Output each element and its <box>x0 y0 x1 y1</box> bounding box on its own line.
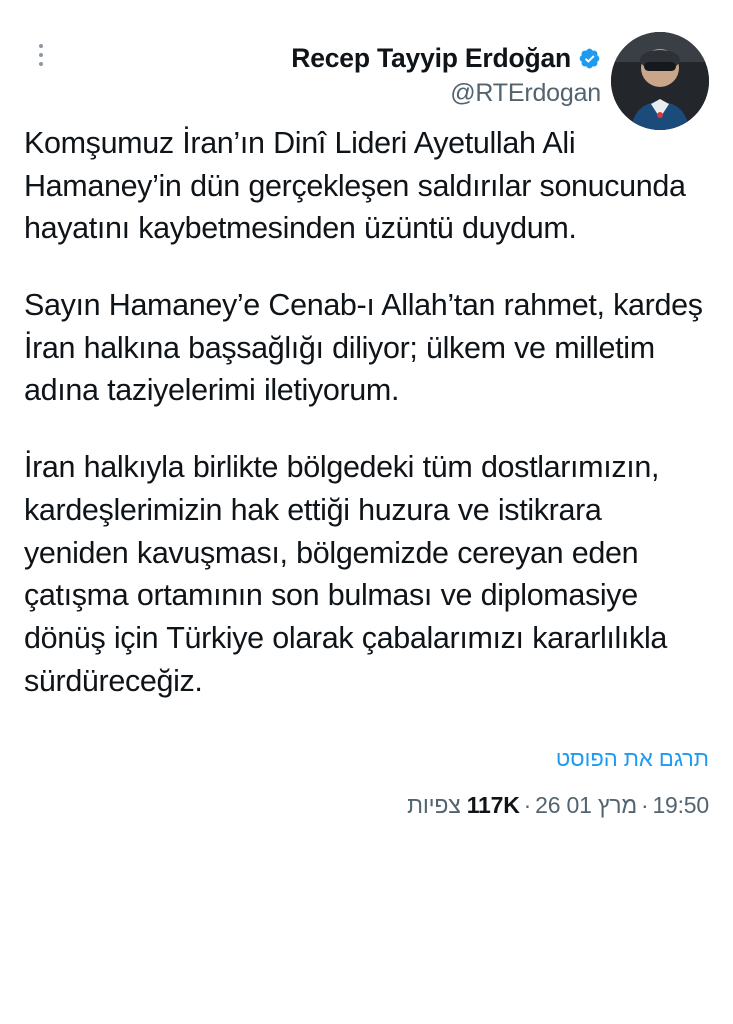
author-display-name: Recep Tayyip Erdoğan <box>291 43 571 73</box>
tweet-paragraph: Sayın Hamaney’e Cenab-ı Allah’tan rahmet, kardeş İran halkına başsağlığı diliyor; ülkem ve milletim adına taziyelerimi iletiyorum. <box>24 288 703 408</box>
meta-separator: · <box>640 792 649 819</box>
more-options-dot <box>39 44 43 48</box>
more-options-icon[interactable] <box>38 44 44 66</box>
tweet-paragraph: Komşumuz İran’ın Dinî Lideri Ayetullah Ali Hamaney’in dün gerçekleşen saldırılar sonucunda hayatını kaybetmesinden üzüntü duydum. <box>24 126 686 246</box>
translate-post-link[interactable]: תרגם את הפוסט <box>555 746 709 772</box>
verified-badge-icon <box>578 47 601 70</box>
avatar-photo <box>611 32 709 130</box>
author-handle: @RTErdogan <box>450 79 601 108</box>
author-block[interactable] <box>291 42 601 109</box>
more-options-dot <box>39 53 43 57</box>
more-options-dot <box>39 62 43 66</box>
meta-separator: · <box>523 792 532 819</box>
tweet-text <box>24 122 709 702</box>
views-label: צפיות <box>407 792 461 819</box>
avatar[interactable] <box>611 32 709 130</box>
tweet-header <box>24 22 709 108</box>
tweet-time: 19:50 <box>652 792 709 819</box>
views-count: 117K <box>466 792 520 819</box>
tweet-meta <box>24 792 709 819</box>
tweet-paragraph: İran halkıyla birlikte bölgedeki tüm dostlarımızın, kardeşlerimizin hak ettiği huzura ve istikrara yeniden kavuşması, bölgemizde cereyan eden çatışma ortamının son bulması ve diplomasiye dönüş için Türkiye olarak çabalarımızı kararlılıkla sürdüreceğiz. <box>24 450 667 698</box>
tweet-date: 26 מרץ 01 <box>535 792 637 819</box>
display-name-row <box>291 42 601 75</box>
